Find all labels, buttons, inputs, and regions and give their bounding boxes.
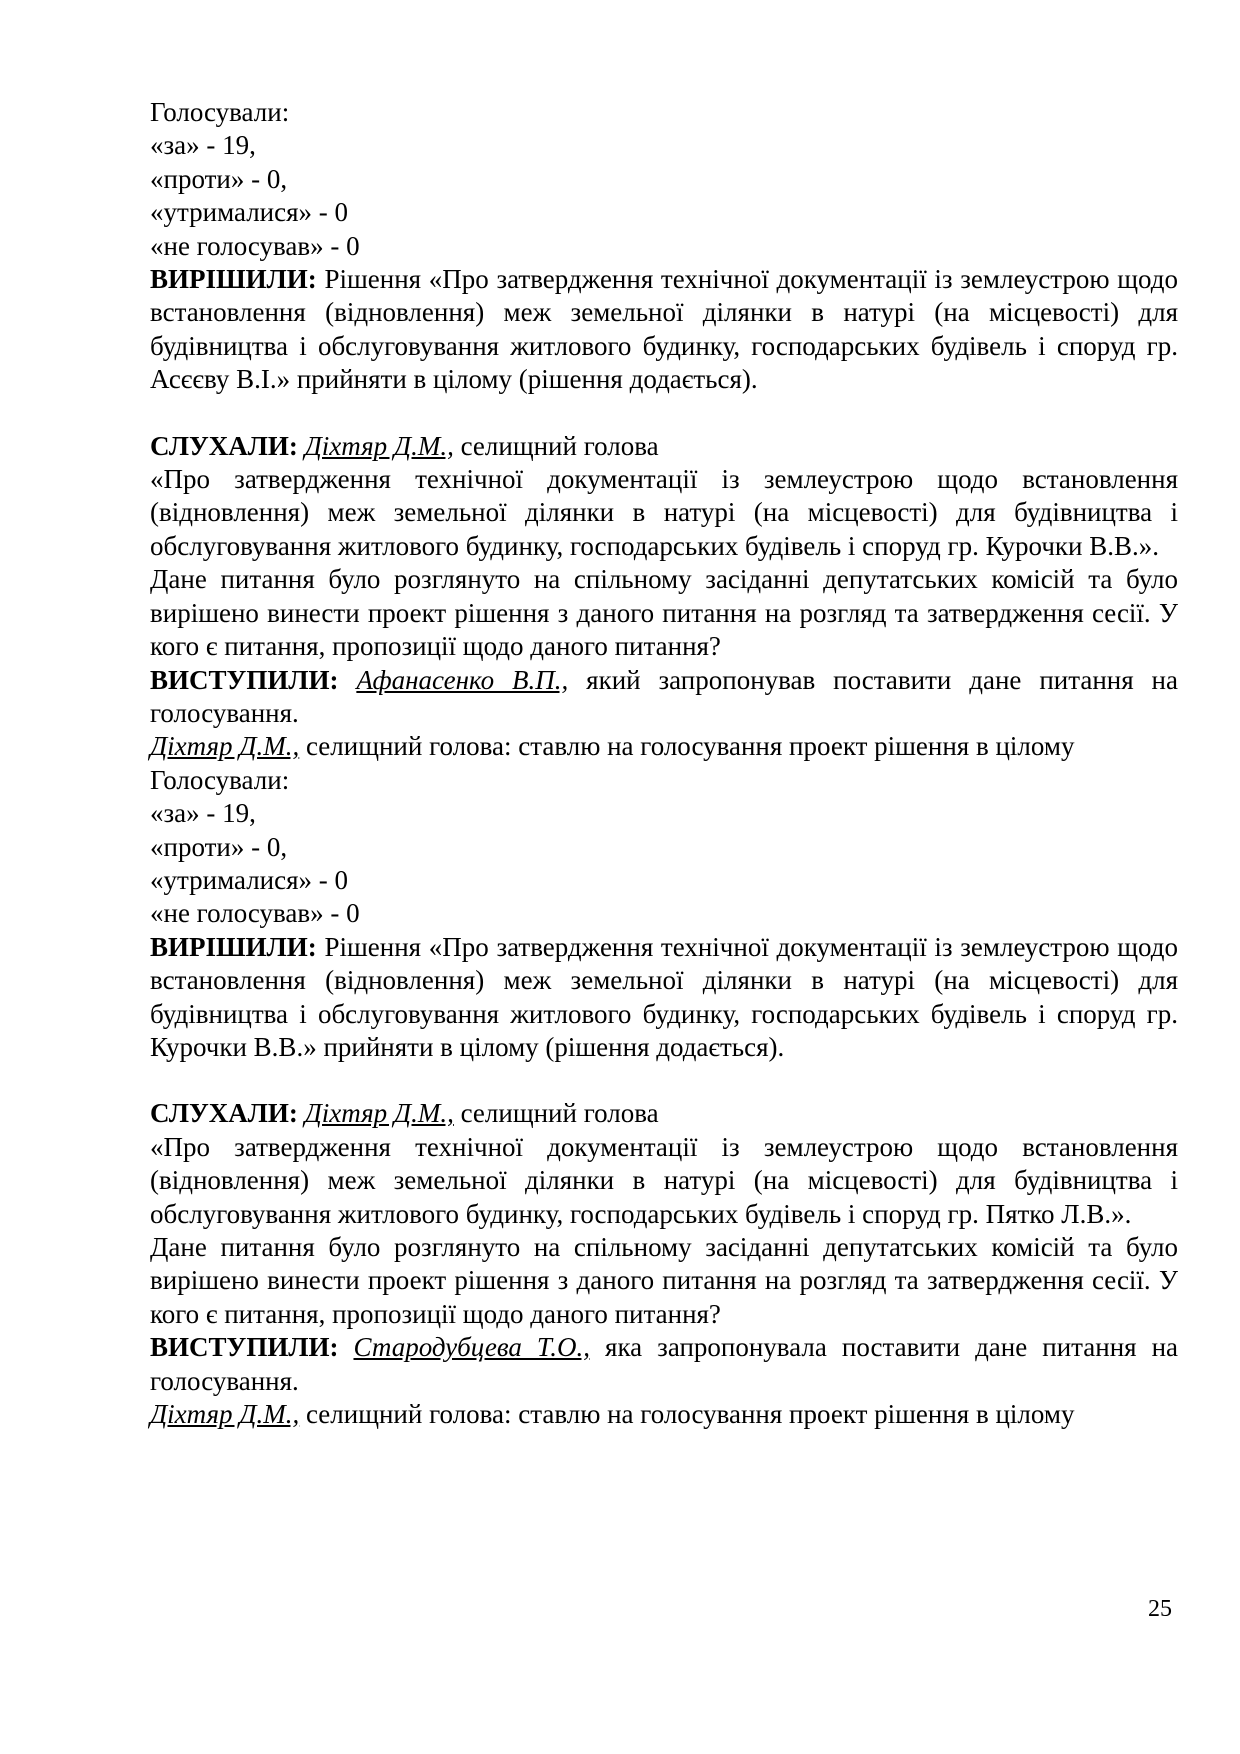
voted-label: Голосували:: [150, 97, 290, 127]
spoke-person: Афанасенко В.П.,: [356, 664, 569, 695]
speaker-name: Діхтяр Д.М.,: [304, 430, 454, 461]
heard-paragraph: [150, 1097, 1178, 1130]
agenda-topic: «Про затвердження технічної документації із землеустрою щодо встановлення (відновлення) меж земельної ділянки в натурі (на місцевості) для будівництва і обслуговування житлового будинку, господарських будівель і споруд гр. Пятко Л.В.».: [150, 1131, 1178, 1229]
spoke-paragraph: [150, 664, 1178, 731]
section-spacer: [150, 1064, 1178, 1097]
page-content: [150, 96, 1178, 1431]
speaker-role: селищний голова: [453, 430, 659, 461]
heard-label: СЛУХАЛИ:: [150, 430, 298, 461]
decision-paragraph: [150, 263, 1178, 397]
vote-not-voted: «не голосував» - 0: [150, 898, 360, 929]
decision-text: Рішення «Про затвердження технічної документації із землеустрою щодо встановлення (відновлення) меж земельної ділянки в натурі (на місцевості) для будівництва і обслуговування житлового будинку, господарських будівель і споруд гр. Асєєву В.І.» прийняти в цілому (рішення додається).: [150, 264, 1178, 395]
spoke-person: Стародубцева Т.О.,: [353, 1332, 590, 1363]
speaker-role: селищний голова: [453, 1098, 659, 1129]
decision-paragraph: [150, 931, 1178, 1065]
chair-paragraph: [150, 1398, 1178, 1431]
spoke-paragraph: [150, 1331, 1178, 1398]
commission-note: Дане питання було розглянуто на спільному засіданні депутатських комісій та було вирішено винести проект рішення з даного питання на розгляд та затвердження сесії. У кого є питання, пропозиції щодо даного питання?: [150, 1232, 1178, 1329]
commission-note: Дане питання було розглянуто на спільному засіданні депутатських комісій та було вирішено винести проект рішення з даного питання на розгляд та затвердження сесії. У кого є питання, пропозиції щодо даного питання?: [150, 564, 1178, 662]
agenda-topic: «Про затвердження технічної документації із землеустрою щодо встановлення (відновлення) меж земельної ділянки в натурі (на місцевості) для будівництва і обслуговування житлового будинку, господарських будівель і споруд гр. Курочки В.В.».: [150, 464, 1178, 561]
spoke-text: який запропонував поставити дане питання на голосування.: [150, 664, 1178, 728]
decision-label: ВИРІШИЛИ:: [150, 931, 317, 962]
vote-not-voted: «не голосував» - 0: [150, 230, 360, 261]
chair-person: Діхтяр Д.М.,: [150, 731, 300, 762]
section-spacer: [150, 397, 1178, 430]
spoke-text: яка запропонувала поставити дане питання на голосування.: [150, 1332, 1179, 1396]
vote-abstained: «утрималися» - 0: [150, 197, 349, 228]
vote-abstained: «утрималися» - 0: [150, 864, 349, 895]
chair-text: селищний голова: ставлю на голосування проект рішення в цілому: [299, 1399, 1075, 1430]
heard-label: СЛУХАЛИ:: [150, 1098, 298, 1129]
vote-against: «проти» - 0,: [150, 831, 288, 862]
vote-for: «за» - 19,: [150, 130, 256, 161]
vote-against: «проти» - 0,: [150, 163, 288, 194]
vote-for: «за» - 19,: [150, 798, 256, 829]
spoke-label: ВИСТУПИЛИ:: [150, 1332, 339, 1363]
decision-text: Рішення «Про затвердження технічної документації із землеустрою щодо встановлення (відновлення) меж земельної ділянки в натурі (на місцевості) для будівництва і обслуговування житлового будинку, господарських будівель і споруд гр. Курочки В.В.» прийняти в цілому (рішення додається).: [150, 931, 1178, 1062]
page-number: 25: [1148, 1596, 1172, 1622]
chair-text: селищний голова: ставлю на голосування проект рішення в цілому: [299, 731, 1075, 762]
voted-label: Голосували:: [150, 764, 290, 795]
spoke-label: ВИСТУПИЛИ:: [150, 664, 339, 695]
decision-label: ВИРІШИЛИ:: [150, 264, 317, 295]
chair-paragraph: [150, 730, 1178, 763]
speaker-name: Діхтяр Д.М.,: [304, 1098, 454, 1129]
chair-person: Діхтяр Д.М.,: [150, 1399, 300, 1430]
heard-paragraph: [150, 430, 1178, 463]
